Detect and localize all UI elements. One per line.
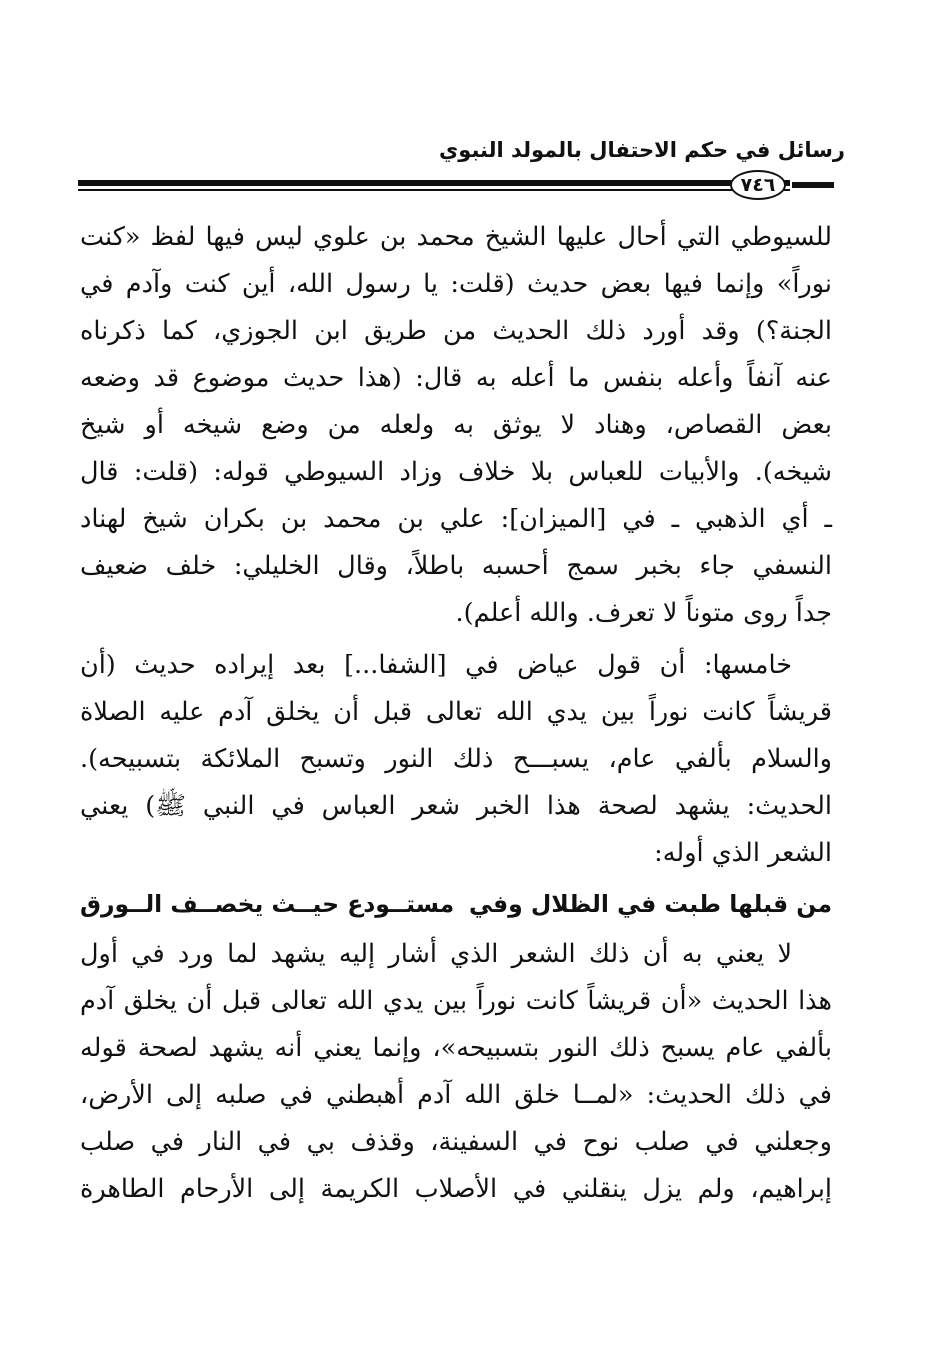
text-line: إبراهيم، ولم يزل ينقلني في الأصلاب الكريمة إلى الأرحام الطاهرة [80,1174,832,1204]
text-line: وجعلني في صلب نوح في السفينة، وقذف بي في النار في صلب [80,1127,832,1157]
text-line: عنه آنفاً وأعله بنفس ما أعله به قال: (هذا حديث موضوع قد وضعه [80,363,832,393]
paragraph-2 [80,642,832,877]
text-line: والسلام بألفي عام، يسبـــح ذلك النور وتسبح الملائكة بتسبيحه). [80,744,832,774]
text-line: الحديث: يشهد لصحة هذا الخبر شعر العباس في النبي ﷺ) يعني [80,791,832,821]
text-line: بألفي عام يسبح ذلك النور بتسبيحه»، وإنما يعني أنه يشهد لصحة قوله [80,1033,832,1063]
poetry-verse [80,877,832,931]
header-rule-thin [78,189,790,191]
text-line: قريشاً كانت نوراً بين يدي الله تعالى قبل أن يخلق آدم عليه الصلاة [80,697,832,727]
body-text [80,214,832,1213]
text-line: خامسها: أن قول عياض في [الشفا...] بعد إيراده حديث (أن [80,650,792,680]
verse-first-hemistich: من قبلها طبت في الظلال وفي [468,890,832,918]
text-line: للسيوطي التي أحال عليها الشيخ محمد بن علوي ليس فيها لفظ «كنت [80,222,832,252]
paragraph-1 [80,214,832,637]
text-line: في ذلك الحديث: «لمــا خلق الله آدم أهبطني في صلبه إلى الأرض، [80,1080,832,1110]
text-line: بعض القصاص، وهناد لا يوثق به ولعله من وضع شيخه أو شيخ [80,410,832,440]
text-line: لا يعني به أن ذلك الشعر الذي أشار إليه يشهد لما ورد في أول [80,939,792,969]
text-line: ـ أي الذهبي ـ في [الميزان]: علي بن محمد بن بكران شيخ لهناد [80,504,832,534]
text-line: الجنة؟) وقد أورد ذلك الحديث من طريق ابن الجوزي، كما ذكرناه [80,316,832,346]
text-line: الشعر الذي أوله: [654,838,832,868]
text-line: نوراً» وإنما فيها بعض حديث (قلت: يا رسول الله، أين كنت وآدم في [80,269,832,299]
running-title: رسائل في حكم الاحتفال بالمولد النبوي [439,138,845,162]
page-number: ٧٤٦ [730,170,786,200]
header-rule-right [792,182,834,188]
text-line: النسفي جاء بخبر سمج أحسبه باطلاً، وقال الخليلي: خلف ضعيف [80,551,832,581]
header-rule-thick [78,180,790,186]
text-line: جداً روى متوناً لا تعرف. والله أعلم). [455,598,832,628]
text-line: شيخه). والأبيات للعباس بلا خلاف وزاد السيوطي قوله: (قلت: قال [80,457,832,487]
paragraph-3 [80,931,832,1213]
text-line: هذا الحديث «أن قريشاً كانت نوراً بين يدي الله تعالى قبل أن يخلق آدم [80,986,832,1016]
verse-second-hemistich: مستــودع حيــث يخصــف الــورق [80,890,455,918]
